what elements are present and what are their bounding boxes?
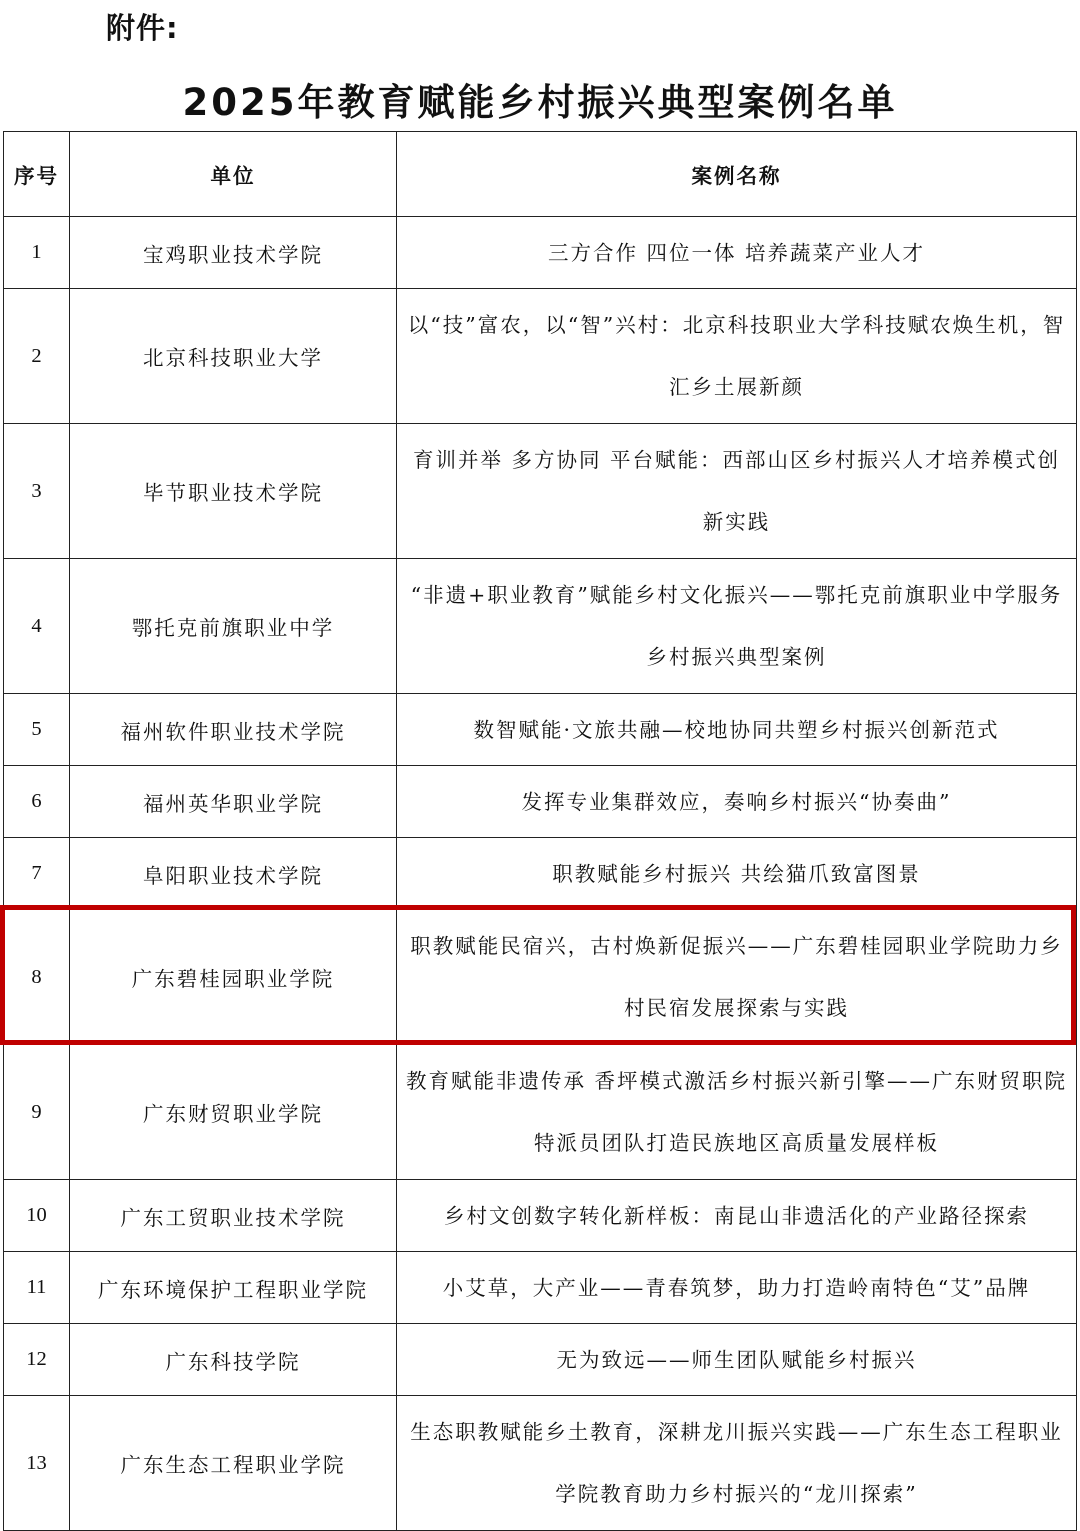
row-case-name: 以“技”富农，以“智”兴村：北京科技职业大学科技赋农焕生机，智汇乡土展新颜	[397, 289, 1077, 424]
row-unit: 广东科技学院	[70, 1324, 397, 1396]
row-case-name: 小艾草，大产业——青春筑梦，助力打造岭南特色“艾”品牌	[397, 1252, 1077, 1324]
table-row	[4, 289, 1077, 424]
row-number: 11	[4, 1252, 70, 1324]
table-row	[4, 1252, 1077, 1324]
row-unit: 广东工贸职业技术学院	[70, 1180, 397, 1252]
table-header-row	[4, 132, 1077, 217]
row-unit: 福州英华职业学院	[70, 766, 397, 838]
row-case-name: “非遗+职业教育”赋能乡村文化振兴——鄂托克前旗职业中学服务乡村振兴典型案例	[397, 559, 1077, 694]
row-unit: 毕节职业技术学院	[70, 424, 397, 559]
table-row-highlighted	[4, 910, 1077, 1045]
table-row	[4, 217, 1077, 289]
row-number: 8	[4, 910, 70, 1045]
row-case-name: 三方合作 四位一体 培养蔬菜产业人才	[397, 217, 1077, 289]
row-case-name: 职教赋能乡村振兴 共绘猫爪致富图景	[397, 838, 1077, 910]
row-case-name: 职教赋能民宿兴，古村焕新促振兴——广东碧桂园职业学院助力乡村民宿发展探索与实践	[397, 910, 1077, 1045]
row-unit: 广东环境保护工程职业学院	[70, 1252, 397, 1324]
row-number: 4	[4, 559, 70, 694]
row-unit: 广东生态工程职业学院	[70, 1396, 397, 1531]
row-case-name: 数智赋能·文旅共融—校地协同共塑乡村振兴创新范式	[397, 694, 1077, 766]
table-row	[4, 766, 1077, 838]
row-unit: 北京科技职业大学	[70, 289, 397, 424]
row-unit: 福州软件职业技术学院	[70, 694, 397, 766]
case-list-table	[3, 131, 1077, 1531]
row-unit: 广东财贸职业学院	[70, 1045, 397, 1180]
row-number: 13	[4, 1396, 70, 1531]
page-title: 2025年教育赋能乡村振兴典型案例名单	[182, 81, 898, 124]
column-header-case: 案例名称	[397, 132, 1077, 217]
row-number: 2	[4, 289, 70, 424]
row-case-name: 乡村文创数字转化新样板：南昆山非遗活化的产业路径探索	[397, 1180, 1077, 1252]
table-row	[4, 559, 1077, 694]
table-row	[4, 1180, 1077, 1252]
row-number: 12	[4, 1324, 70, 1396]
table-row	[4, 1045, 1077, 1180]
row-number: 3	[4, 424, 70, 559]
row-unit: 鄂托克前旗职业中学	[70, 559, 397, 694]
column-header-no: 序号	[4, 132, 70, 217]
row-case-name: 发挥专业集群效应，奏响乡村振兴“协奏曲”	[397, 766, 1077, 838]
row-number: 7	[4, 838, 70, 910]
row-case-name: 生态职教赋能乡土教育，深耕龙川振兴实践——广东生态工程职业学院教育助力乡村振兴的“龙川探索”	[397, 1396, 1077, 1531]
row-case-name: 育训并举 多方协同 平台赋能：西部山区乡村振兴人才培养模式创新实践	[397, 424, 1077, 559]
table-row	[4, 1396, 1077, 1531]
table-row	[4, 1324, 1077, 1396]
row-number: 1	[4, 217, 70, 289]
table-row	[4, 424, 1077, 559]
row-unit: 阜阳职业技术学院	[70, 838, 397, 910]
row-case-name: 无为致远——师生团队赋能乡村振兴	[397, 1324, 1077, 1396]
row-number: 6	[4, 766, 70, 838]
row-unit: 广东碧桂园职业学院	[70, 910, 397, 1045]
row-case-name: 教育赋能非遗传承 香坪模式激活乡村振兴新引擎——广东财贸职院特派员团队打造民族地区高质量发展样板	[397, 1045, 1077, 1180]
attachment-label: 附件:	[106, 11, 179, 45]
row-number: 5	[4, 694, 70, 766]
column-header-unit: 单位	[70, 132, 397, 217]
table-row	[4, 838, 1077, 910]
row-number: 9	[4, 1045, 70, 1180]
row-number: 10	[4, 1180, 70, 1252]
table-row	[4, 694, 1077, 766]
row-unit: 宝鸡职业技术学院	[70, 217, 397, 289]
